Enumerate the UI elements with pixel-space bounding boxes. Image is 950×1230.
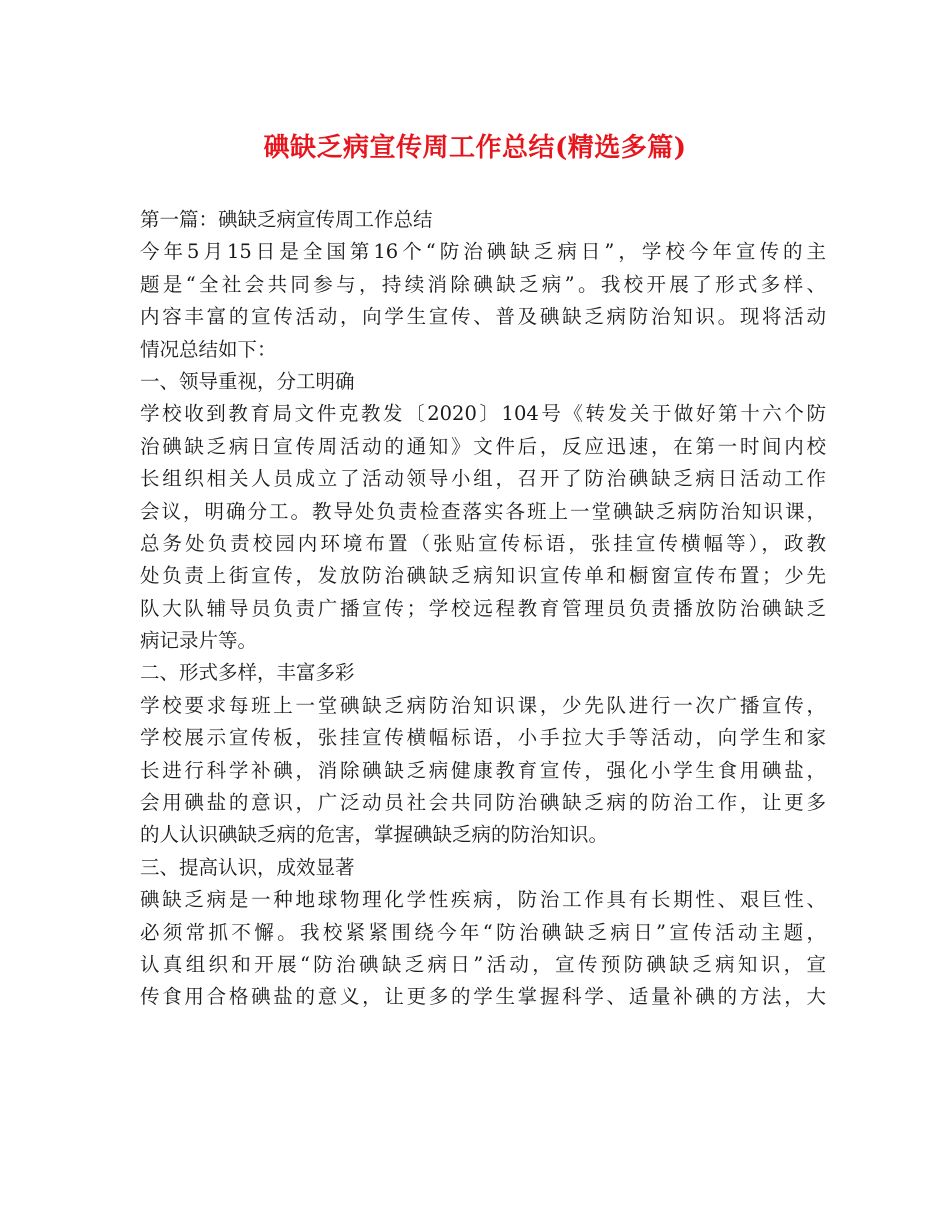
text-line: 一、领导重视，分工明确: [140, 369, 355, 393]
text-line: 总务处负责校园内环境布置（张贴宣传标语，张挂宣传横幅等），政教: [140, 531, 826, 555]
text-line: 长进行科学补碘，消除碘缺乏病健康教育宣传，强化小学生食用碘盐，: [140, 758, 826, 782]
text-line: 第一篇：碘缺乏病宣传周工作总结: [140, 208, 433, 231]
text-line: 传食用合格碘盐的意义，让更多的学生掌握科学、适量补碘的方法，大: [140, 985, 826, 1009]
text-line: 碘缺乏病是一种地球物理化学性疾病，防治工作具有长期性、艰巨性、: [140, 888, 826, 912]
text-line: 情况总结如下：: [140, 337, 277, 361]
text-line: 会用碘盐的意识，广泛动员社会共同防治碘缺乏病的防治工作，让更多: [140, 791, 826, 815]
text-line: 必须常抓不懈。我校紧紧围绕今年“防治碘缺乏病日”宣传活动主题，: [140, 920, 826, 944]
text-line: 学校要求每班上一堂碘缺乏病防治知识课，少先队进行一次广播宣传，: [140, 693, 826, 717]
text-line: 今年5月15日是全国第16个“防治碘缺乏病日”，学校今年宣传的主: [140, 240, 826, 264]
document-body: [140, 204, 826, 1014]
text-line: 二、形式多样，丰富多彩: [140, 661, 355, 685]
text-line: 学校展示宣传板，张挂宣传横幅标语，小手拉大手等活动，向学生和家: [140, 726, 826, 750]
document-title: 碘缺乏病宣传周工作总结(精选多篇): [263, 133, 687, 163]
text-line: 病记录片等。: [140, 629, 258, 653]
text-line: 治碘缺乏病日宣传周活动的通知》文件后，反应迅速，在第一时间内校: [140, 434, 826, 458]
text-line: 认真组织和开展“防治碘缺乏病日”活动，宣传预防碘缺乏病知识，宣: [140, 952, 826, 976]
text-line: 的人认识碘缺乏病的危害，掌握碘缺乏病的防治知识。: [140, 823, 609, 847]
text-line: 内容丰富的宣传活动，向学生宣传、普及碘缺乏病防治知识。现将活动: [140, 305, 826, 329]
text-line: 学校收到教育局文件克教发〔2020〕104号《转发关于做好第十六个防: [140, 402, 826, 426]
text-line: 长组织相关人员成立了活动领导小组，召开了防治碘缺乏病日活动工作: [140, 467, 826, 491]
text-line: 会议，明确分工。教导处负责检查落实各班上一堂碘缺乏病防治知识课，: [140, 499, 826, 523]
text-line: 队大队辅导员负责广播宣传；学校远程教育管理员负责播放防治碘缺乏: [140, 596, 826, 620]
text-line: 三、提高认识，成效显著: [140, 855, 355, 879]
text-line: 处负责上街宣传，发放防治碘缺乏病知识宣传单和橱窗宣传布置；少先: [140, 564, 826, 588]
text-line: 题是“全社会共同参与，持续消除碘缺乏病”。我校开展了形式多样、: [140, 272, 826, 296]
